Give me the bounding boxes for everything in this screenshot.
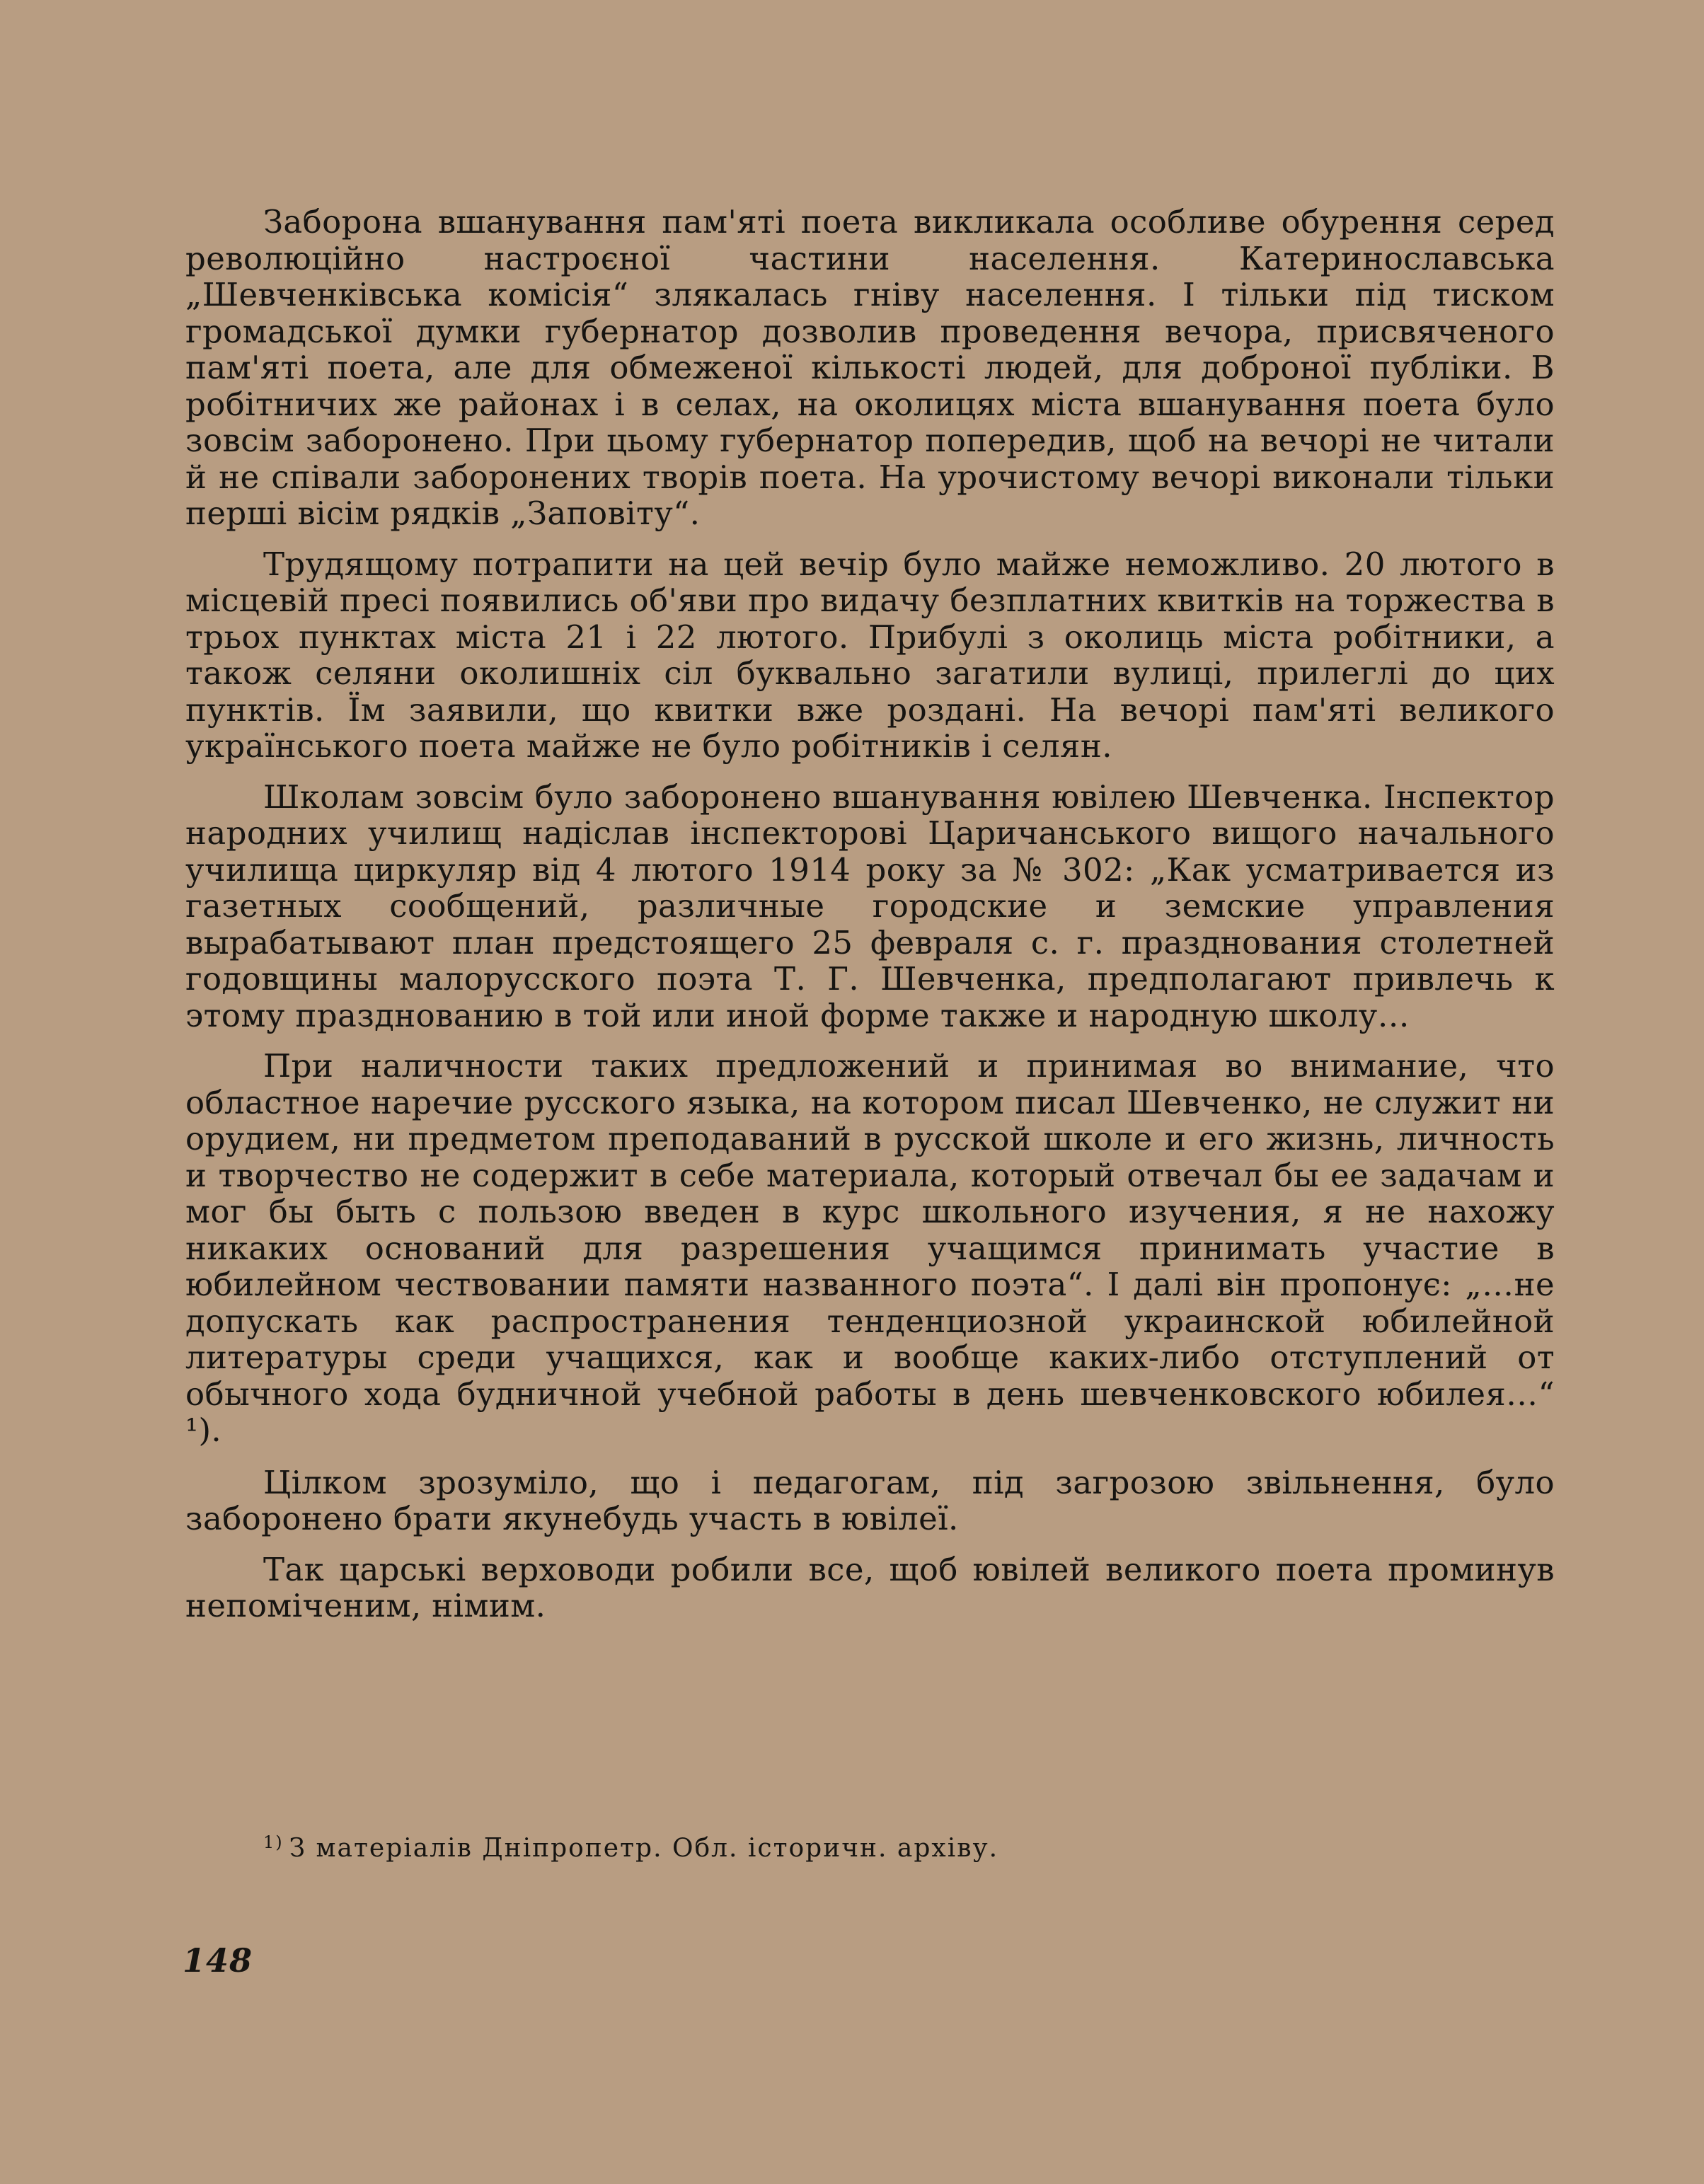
paragraph-3: Школам зовсім було заборонено вшанування ювілею Шевченка. Інспектор народних училищ надіслав інспекторові Царичанського вищого начального училища циркуляр від 4 лютого 1914 року за № 302: „Как усматривается из газетных сообщений, различные городские и земские управления вырабатывают план предстоящего 25 февраля с. г. празднования столетней годовщины малорусского поэта Т. Г. Шевченка, предполагают привлечь к этому празднованию в той или иной форме также и народную школу…: [185, 778, 1555, 1034]
paragraph-6: Так царські верховоди робили все, щоб ювілей великого поета проминув непоміченим, німим.: [185, 1550, 1555, 1624]
paragraph-1: Заборона вшанування пам'яті поета викликала особливе обурення серед революційно настроєної частини населення. Катеринославська „Шевченківська комісія“ злякалась гніву населення. І тільки під тиском громадської думки губернатор дозволив проведення вечора, присвяченого пам'яті поета, але для обмеженої кількості людей, для доброної публіки. В робітничих же районах і в селах, на околицях міста вшанування поета було зовсім заборонено. При цьому губернатор попередив, щоб на вечорі не читали й не співали заборонених творів поета. На урочистому вечорі виконали тільки перші вісім рядків „Заповіту“.: [185, 203, 1555, 532]
footnote-text: З матеріалів Дніпропетр. Обл. історичн. архіву.: [289, 1834, 999, 1863]
footnote-marker: 1): [263, 1832, 284, 1852]
page-number: 148: [183, 1941, 253, 1980]
footnote: [185, 1827, 1633, 1864]
page-body: [185, 204, 1555, 1624]
paragraph-5: Цілком зрозуміло, що і педагогам, під загрозою звільнення, було заборонено брати якунебудь участь в ювілеї.: [185, 1463, 1555, 1537]
paragraph-2: Трудящому потрапити на цей вечір було майже неможливо. 20 лютого в місцевій пресі появились об'яви про видачу безплатних квитків на торжества в трьох пунктах міста 21 і 22 лютого. Прибулі з околиць міста робітники, а також селяни околишніх сіл буквально загатили вулиці, прилеглі до цих пунктів. Їм заявили, що квитки вже роздані. На вечорі пам'яті великого українського поета майже не було робітників і селян.: [185, 545, 1555, 765]
paragraph-4: При наличности таких предложений и принимая во внимание, что областное наречие русского языка, на котором писал Шевченко, не служит ни орудием, ни предметом преподаваний в русской школе и его жизнь, личность и творчество не содержит в себе материала, который отвечал бы ее задачам и мог бы быть с пользою введен в курс школьного изучения, я не нахожу никаких оснований для разрешения учащимся принимать участие в юбилейном чествовании памяти названного поэта“. І далі він пропонує: „…не допускать как распространения тенденциозной украинской юбилейной литературы среди учащихся, как и вообще каких-либо отступлений от обычного хода будничной учебной работы в день шевченковского юбилея…“ ¹).: [185, 1047, 1555, 1449]
